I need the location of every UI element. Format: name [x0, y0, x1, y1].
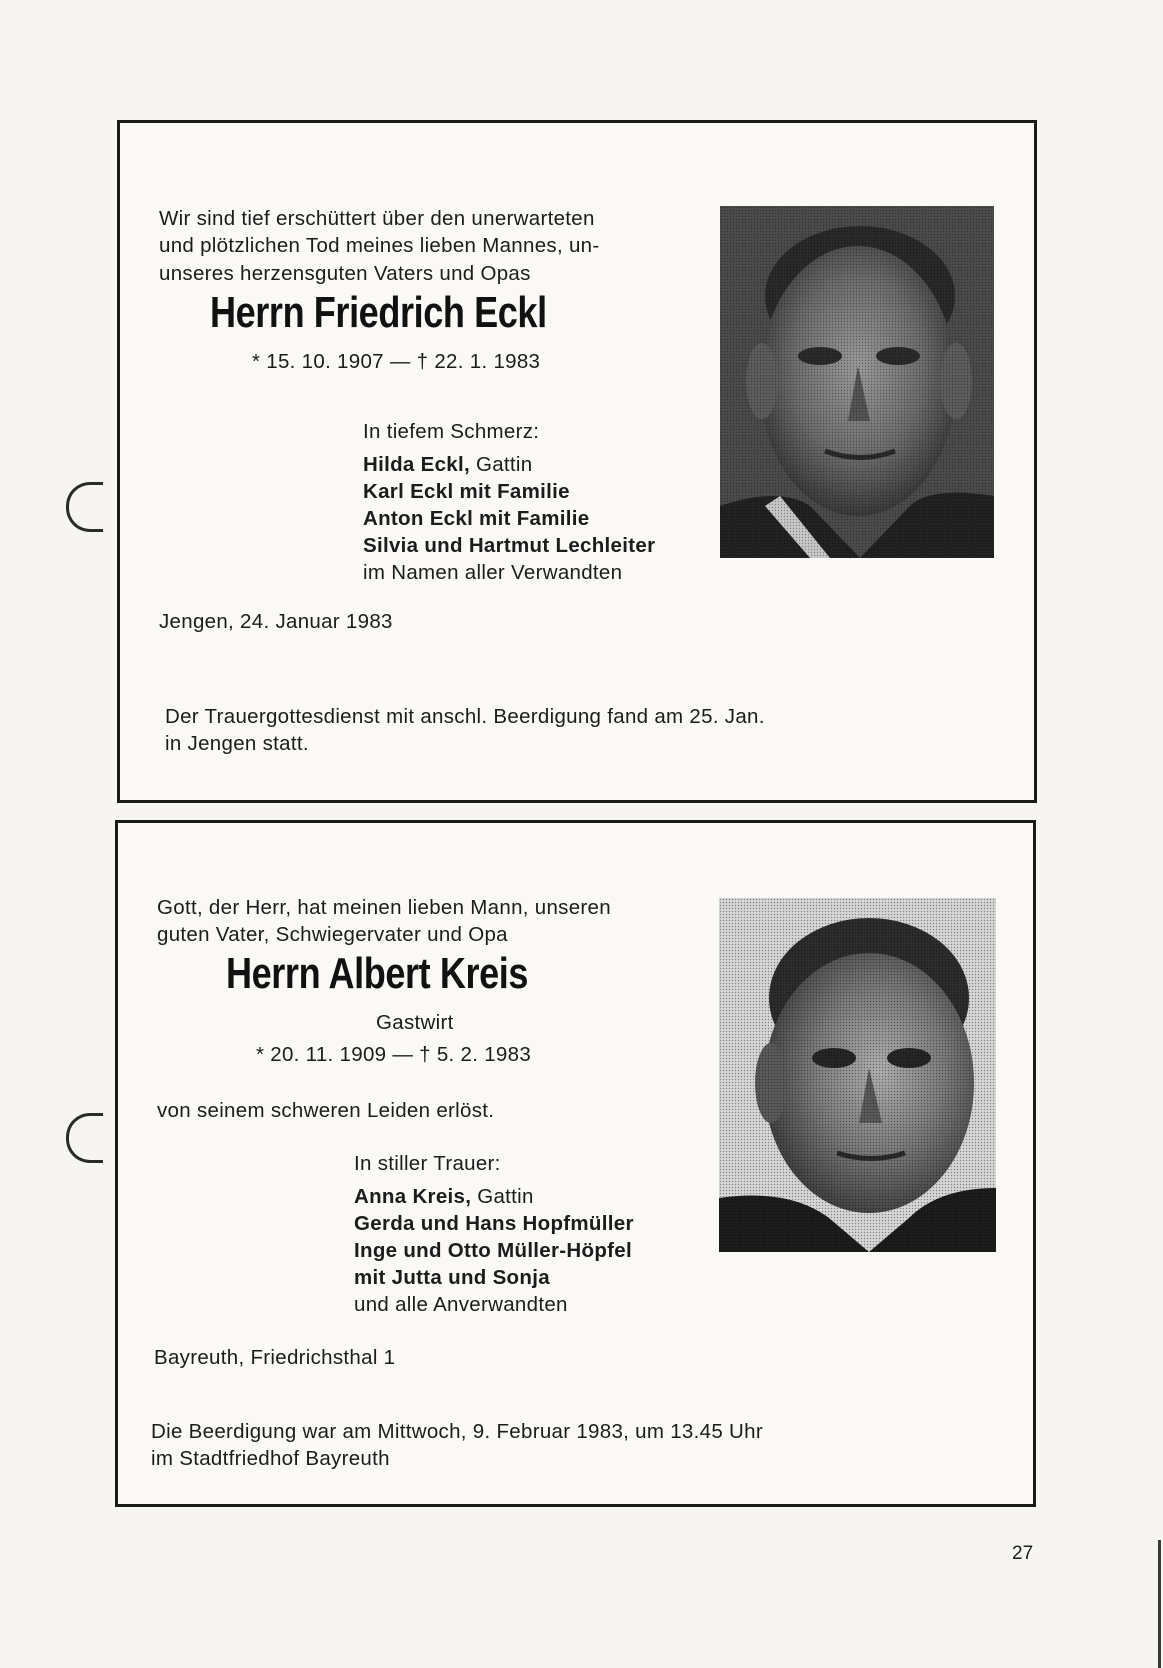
punch-hole-top	[66, 482, 103, 532]
binding-edge	[1158, 1540, 1161, 1668]
mourner-3: Anton Eckl mit Familie	[363, 507, 590, 530]
obituary-notice-eckl	[117, 120, 1037, 803]
place: Bayreuth, Friedrichsthal 1	[154, 1346, 396, 1369]
profession: Gastwirt	[376, 1011, 454, 1034]
service-line-1: Die Beerdigung war am Mittwoch, 9. Februar 1983, um 13.45 Uhr	[151, 1420, 763, 1443]
intro-line-1: Wir sind tief erschüttert über den unerwarteten	[159, 207, 595, 230]
place-date: Jengen, 24. Januar 1983	[159, 610, 393, 633]
mourner-2: Gerda und Hans Hopfmüller	[354, 1212, 634, 1235]
life-dates: * 15. 10. 1907 — † 22. 1. 1983	[252, 350, 541, 373]
mourners-closing: und alle Anverwandten	[354, 1293, 568, 1316]
intro-line-1: Gott, der Herr, hat meinen lieben Mann, unseren	[157, 896, 611, 919]
obituary-notice-kreis	[115, 820, 1036, 1507]
deceased-name: Herrn Albert Kreis	[226, 949, 529, 998]
service-line-2: im Stadtfriedhof Bayreuth	[151, 1447, 390, 1470]
released-line: von seinem schweren Leiden erlöst.	[157, 1099, 495, 1122]
service-line-2: in Jengen statt.	[165, 732, 309, 755]
intro-line-3: unseres herzensguten Vaters und Opas	[159, 262, 531, 285]
life-dates: * 20. 11. 1909 — † 5. 2. 1983	[256, 1043, 532, 1066]
mourner-4: mit Jutta und Sonja	[354, 1266, 550, 1289]
portrait-photo	[719, 898, 996, 1252]
mourner-1: Anna Kreis, Gattin	[354, 1185, 534, 1208]
mourner-2: Karl Eckl mit Familie	[363, 480, 570, 503]
punch-hole-bottom	[66, 1113, 103, 1163]
intro-line-2: guten Vater, Schwiegervater und Opa	[157, 923, 508, 946]
mourners-closing: im Namen aller Verwandten	[363, 561, 623, 584]
mourner-4: Silvia und Hartmut Lechleiter	[363, 534, 656, 557]
page-number: 27	[1012, 1543, 1034, 1564]
service-line-1: Der Trauergottesdienst mit anschl. Beerdigung fand am 25. Jan.	[165, 705, 765, 728]
mourner-3: Inge und Otto Müller-Höpfel	[354, 1239, 632, 1262]
mourners-heading: In tiefem Schmerz:	[363, 420, 540, 443]
portrait-photo	[720, 206, 994, 558]
deceased-name: Herrn Friedrich Eckl	[210, 288, 547, 337]
mourner-1: Hilda Eckl, Gattin	[363, 453, 533, 476]
mourners-heading: In stiller Trauer:	[354, 1152, 501, 1175]
intro-line-2: und plötzlichen Tod meines lieben Mannes, un-	[159, 234, 600, 257]
